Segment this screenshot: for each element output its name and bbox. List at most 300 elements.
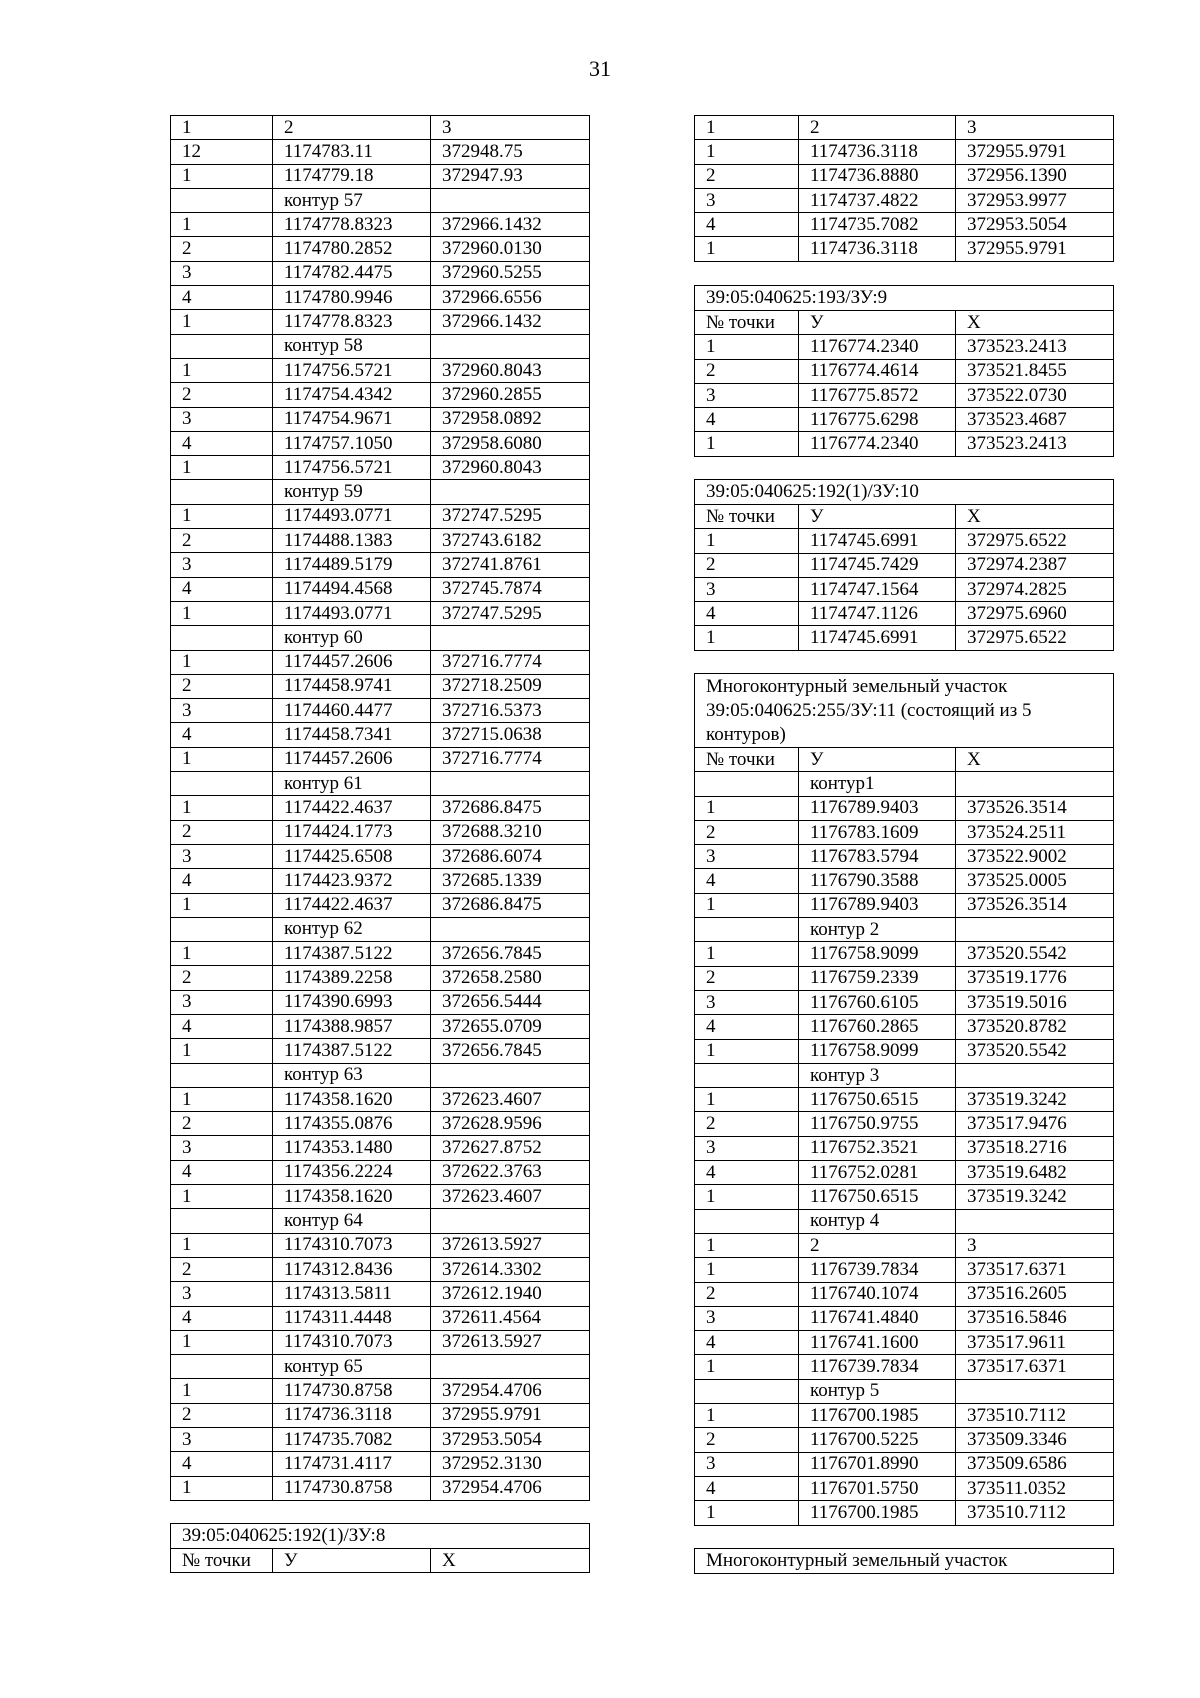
table-cell	[431, 188, 590, 212]
table-cell: 372953.5054	[431, 1428, 590, 1452]
table-cell: 372966.6556	[431, 286, 590, 310]
table-cell: 2	[171, 820, 273, 844]
table-cell: 372716.7774	[431, 747, 590, 771]
table-cell: 372954.4706	[431, 1476, 590, 1500]
table-row	[171, 1209, 590, 1233]
table-cell: контур1	[799, 772, 956, 796]
table-cell: 1	[695, 335, 799, 359]
table-row	[171, 456, 590, 480]
table-cell: 2	[171, 529, 273, 553]
table-cell: 372686.8475	[431, 796, 590, 820]
table-cell	[956, 1379, 1114, 1403]
table-row	[171, 1039, 590, 1063]
table-cell: 373516.2605	[956, 1282, 1114, 1306]
table-cell: 372716.5373	[431, 699, 590, 723]
table-cell: 1	[695, 1039, 799, 1063]
table-cell	[431, 1209, 590, 1233]
table-title: Многоконтурный земельный участок 39:05:040625:255/ЗУ:11 (состоящий из 5 контуров)	[695, 674, 1114, 748]
table-cell: 372623.4607	[431, 1185, 590, 1209]
table-cell	[431, 334, 590, 358]
table-row	[171, 1185, 590, 1209]
table-cell: 1174754.9671	[273, 407, 431, 431]
table-row	[171, 1136, 590, 1160]
table-cell: 1174358.1620	[273, 1087, 431, 1111]
table-cell: 1174756.5721	[273, 358, 431, 382]
table-row	[171, 650, 590, 674]
table-cell: 4	[171, 286, 273, 310]
table-row	[171, 237, 590, 261]
table-header-row	[695, 748, 1114, 772]
table-cell: 1	[695, 1501, 799, 1525]
table-cell: контур 4	[799, 1209, 956, 1233]
table-cell: 372686.8475	[431, 893, 590, 917]
table-cell: Х	[431, 1549, 590, 1573]
table-cell: 373523.2413	[956, 432, 1114, 456]
table-row	[695, 1185, 1114, 1209]
table-cell: 373519.3242	[956, 1088, 1114, 1112]
table-cell: 1176700.1985	[799, 1404, 956, 1428]
table-cell: 2	[171, 966, 273, 990]
table-cell	[431, 1355, 590, 1379]
table-cell: контур 5	[799, 1379, 956, 1403]
table-row	[171, 407, 590, 431]
table-cell: 1	[171, 796, 273, 820]
table-cell: контур 64	[273, 1209, 431, 1233]
table-cell	[695, 918, 799, 942]
table-row	[695, 1015, 1114, 1039]
table-row	[171, 1160, 590, 1184]
table-cell: 1	[171, 601, 273, 625]
table-cell: 373519.1776	[956, 966, 1114, 990]
table-cell	[431, 480, 590, 504]
table-cell: 373522.9002	[956, 845, 1114, 869]
table-cell: 2	[695, 359, 799, 383]
table-cell: 1176789.9403	[799, 893, 956, 917]
table-cell: 1	[171, 504, 273, 528]
table-cell: 1	[171, 650, 273, 674]
table-cell: 372966.1432	[431, 213, 590, 237]
table-cell: 373510.7112	[956, 1404, 1114, 1428]
table-cell: 1176701.8990	[799, 1452, 956, 1476]
table-cell: 372718.2509	[431, 674, 590, 698]
table-cell: 1	[171, 310, 273, 334]
table-cell: контур 59	[273, 480, 431, 504]
table-cell: 372955.9791	[956, 237, 1114, 261]
table-row	[171, 869, 590, 893]
table-cell: 1176774.2340	[799, 432, 956, 456]
table-cell: 1174312.8436	[273, 1257, 431, 1281]
table-cell: 4	[171, 723, 273, 747]
table-cell: 3	[956, 1233, 1114, 1257]
table-cell	[695, 1209, 799, 1233]
table-header-row	[695, 116, 1114, 140]
table-cell: 1174422.4637	[273, 796, 431, 820]
table-cell	[956, 918, 1114, 942]
table-cell: 373522.0730	[956, 383, 1114, 407]
table-row	[171, 674, 590, 698]
table-row	[171, 1087, 590, 1111]
table-header-row	[695, 311, 1114, 335]
table-row	[695, 164, 1114, 188]
table-cell: Х	[956, 505, 1114, 529]
table-cell: 1176775.6298	[799, 408, 956, 432]
table-cell: 372953.5054	[956, 213, 1114, 237]
table-cell: 373518.2716	[956, 1136, 1114, 1160]
table-row	[171, 1330, 590, 1354]
table-cell: 1	[171, 1185, 273, 1209]
table-cell	[171, 917, 273, 941]
table-cell	[171, 1355, 273, 1379]
table-row	[695, 335, 1114, 359]
table-cell: 372685.1339	[431, 869, 590, 893]
table-cell: 4	[171, 1160, 273, 1184]
table-cell: 2	[695, 1428, 799, 1452]
table-row	[171, 893, 590, 917]
table-cell: контур 3	[799, 1063, 956, 1087]
table-cell: 372628.9596	[431, 1112, 590, 1136]
table-cell: 1174425.6508	[273, 844, 431, 868]
table-cell: 372622.3763	[431, 1160, 590, 1184]
table-row	[171, 431, 590, 455]
table-cell: 1	[171, 358, 273, 382]
table-cell: 1	[695, 529, 799, 553]
table-cell: 1176790.3588	[799, 869, 956, 893]
table-cell: 4	[171, 1014, 273, 1038]
table-cell: 1174780.9946	[273, 286, 431, 310]
table-cell: 4	[695, 869, 799, 893]
table-cell: 3	[695, 577, 799, 601]
table-row	[695, 1331, 1114, 1355]
table-cell: У	[799, 748, 956, 772]
table-cell: 3	[171, 1428, 273, 1452]
coordinates-table-zu8	[170, 1523, 590, 1573]
table-row	[171, 553, 590, 577]
table-cell: 2	[799, 1233, 956, 1257]
table-cell: 372747.5295	[431, 601, 590, 625]
table-cell: 4	[171, 1452, 273, 1476]
table-cell: 1	[171, 1233, 273, 1257]
table-cell: 372686.6074	[431, 844, 590, 868]
table-cell	[695, 772, 799, 796]
table-cell: 373526.3514	[956, 893, 1114, 917]
table-row	[171, 820, 590, 844]
table-row	[695, 772, 1114, 796]
table-row	[695, 1404, 1114, 1428]
table-row	[695, 1088, 1114, 1112]
table-cell: 3	[695, 845, 799, 869]
table-cell: 2	[171, 383, 273, 407]
table-cell: 1	[695, 1185, 799, 1209]
table-cell: 1	[171, 893, 273, 917]
table-cell: 3	[431, 116, 590, 140]
table-cell: 1	[695, 893, 799, 917]
table-title-row	[695, 674, 1114, 748]
table-cell: 3	[171, 407, 273, 431]
table-cell: 1174310.7073	[273, 1330, 431, 1354]
table-cell: 1176783.5794	[799, 845, 956, 869]
table-cell: 1174779.18	[273, 164, 431, 188]
table-cell: 372958.0892	[431, 407, 590, 431]
table-row	[171, 334, 590, 358]
table-cell: 1176750.6515	[799, 1185, 956, 1209]
table-cell: 372658.2580	[431, 966, 590, 990]
table-cell: 1174387.5122	[273, 942, 431, 966]
table-cell: 1174457.2606	[273, 650, 431, 674]
table-cell: 372623.4607	[431, 1087, 590, 1111]
table-row	[171, 504, 590, 528]
table-row	[695, 383, 1114, 407]
table-row	[171, 626, 590, 650]
table-header-row	[695, 505, 1114, 529]
table-row	[171, 601, 590, 625]
table-cell: 1176741.1600	[799, 1331, 956, 1355]
table-cell	[695, 1063, 799, 1087]
table-cell: 1174353.1480	[273, 1136, 431, 1160]
table-cell: 1174747.1126	[799, 602, 956, 626]
table-cell: 1176752.3521	[799, 1136, 956, 1160]
table-row	[695, 869, 1114, 893]
table-cell: 372948.75	[431, 140, 590, 164]
table-cell: 1174782.4475	[273, 261, 431, 285]
table-cell: 373519.3242	[956, 1185, 1114, 1209]
table-cell: 1174422.4637	[273, 893, 431, 917]
table-cell: 1176774.2340	[799, 335, 956, 359]
table-cell: 372614.3302	[431, 1257, 590, 1281]
table-cell: 1174493.0771	[273, 601, 431, 625]
table-cell: контур 58	[273, 334, 431, 358]
table-row	[171, 480, 590, 504]
table-row	[171, 529, 590, 553]
table-row	[171, 261, 590, 285]
table-row	[695, 432, 1114, 456]
table-row	[171, 1257, 590, 1281]
table-cell: 372613.5927	[431, 1330, 590, 1354]
table-row	[695, 188, 1114, 212]
table-cell: 1	[695, 626, 799, 650]
table-cell: 1174736.8880	[799, 164, 956, 188]
table-cell: 1176760.6105	[799, 990, 956, 1014]
table-row	[171, 1476, 590, 1500]
table-cell: 373511.0352	[956, 1476, 1114, 1500]
table-cell	[171, 1209, 273, 1233]
table-cell: 1	[171, 456, 273, 480]
table-cell: 1174458.9741	[273, 674, 431, 698]
table-cell: 1	[171, 1087, 273, 1111]
table-row	[695, 1282, 1114, 1306]
table-cell: 1176750.6515	[799, 1088, 956, 1112]
table-cell: 1176700.5225	[799, 1428, 956, 1452]
table-cell: 1174457.2606	[273, 747, 431, 771]
table-cell: 2	[171, 237, 273, 261]
table-cell: 2	[171, 1257, 273, 1281]
table-row	[171, 164, 590, 188]
table-cell: 1174424.1773	[273, 820, 431, 844]
table-cell: 373525.0005	[956, 869, 1114, 893]
table-cell: 1176758.9099	[799, 1039, 956, 1063]
table-cell: 373526.3514	[956, 796, 1114, 820]
table-row	[695, 408, 1114, 432]
table-cell: 373519.6482	[956, 1161, 1114, 1185]
table-cell: 1	[171, 1476, 273, 1500]
table-cell: 372974.2387	[956, 553, 1114, 577]
table-cell: 2	[695, 553, 799, 577]
table-cell: 4	[695, 1476, 799, 1500]
table-cell: 372688.3210	[431, 820, 590, 844]
table-cell: 1174730.8758	[273, 1476, 431, 1500]
table-cell: 1174313.5811	[273, 1282, 431, 1306]
table-cell: 1	[695, 237, 799, 261]
table-cell: 4	[171, 577, 273, 601]
table-cell: 1174780.2852	[273, 237, 431, 261]
table-cell: 4	[171, 431, 273, 455]
table-cell: 1176739.7834	[799, 1258, 956, 1282]
coordinates-table-zu10	[694, 479, 1114, 651]
table-row	[695, 1039, 1114, 1063]
table-cell: 372627.8752	[431, 1136, 590, 1160]
coordinates-table-next	[694, 1548, 1114, 1574]
table-cell: 372741.8761	[431, 553, 590, 577]
table-cell: контур 57	[273, 188, 431, 212]
table-cell: 2	[171, 1112, 273, 1136]
table-cell	[431, 626, 590, 650]
table-row	[695, 140, 1114, 164]
table-row	[171, 796, 590, 820]
table-cell	[171, 480, 273, 504]
table-row	[171, 1014, 590, 1038]
table-cell: 372956.1390	[956, 164, 1114, 188]
table-cell: 1	[695, 796, 799, 820]
table-cell: 1174731.4117	[273, 1452, 431, 1476]
table-row	[695, 1379, 1114, 1403]
table-cell: 1174488.1383	[273, 529, 431, 553]
table-cell: 3	[171, 1282, 273, 1306]
table-cell: 372745.7874	[431, 577, 590, 601]
table-row	[171, 747, 590, 771]
table-cell: 4	[695, 1161, 799, 1185]
table-row	[171, 286, 590, 310]
table-cell: 1176750.9755	[799, 1112, 956, 1136]
table-cell: 3	[171, 553, 273, 577]
table-cell: контур 63	[273, 1063, 431, 1087]
table-row	[171, 1063, 590, 1087]
coordinates-table-zu9	[694, 285, 1114, 457]
table-cell: 1176752.0281	[799, 1161, 956, 1185]
table-row	[171, 966, 590, 990]
table-cell: 1176774.4614	[799, 359, 956, 383]
table-row	[695, 1112, 1114, 1136]
table-row	[695, 1306, 1114, 1330]
table-row	[171, 358, 590, 382]
table-row	[171, 577, 590, 601]
coordinates-table-zu11	[694, 673, 1114, 1526]
table-cell: 372716.7774	[431, 650, 590, 674]
table-cell: 1174494.4568	[273, 577, 431, 601]
table-cell: 1	[695, 432, 799, 456]
table-cell: 372960.2855	[431, 383, 590, 407]
table-cell: 372656.7845	[431, 1039, 590, 1063]
table-row	[695, 553, 1114, 577]
table-cell: 373523.2413	[956, 335, 1114, 359]
table-cell: 373520.5542	[956, 942, 1114, 966]
table-cell: 1174355.0876	[273, 1112, 431, 1136]
table-cell: 2	[273, 116, 431, 140]
table-cell: 4	[171, 1306, 273, 1330]
table-cell: 4	[695, 408, 799, 432]
table-title-row	[695, 480, 1114, 505]
table-cell: 373517.9611	[956, 1331, 1114, 1355]
coordinates-table-left	[170, 115, 590, 1501]
table-row	[171, 383, 590, 407]
table-cell: 1174735.7082	[273, 1428, 431, 1452]
table-row	[695, 529, 1114, 553]
table-cell: 1174736.3118	[799, 237, 956, 261]
table-cell: 12	[171, 140, 273, 164]
table-cell: 1174736.3118	[273, 1403, 431, 1427]
table-cell: 1174390.6993	[273, 990, 431, 1014]
table-cell: 372612.1940	[431, 1282, 590, 1306]
table-row	[695, 1428, 1114, 1452]
table-cell: 372960.5255	[431, 261, 590, 285]
table-cell: 373510.7112	[956, 1501, 1114, 1525]
table-title-row	[695, 286, 1114, 311]
table-cell: 1176789.9403	[799, 796, 956, 820]
table-row	[171, 1452, 590, 1476]
table-title: 39:05:040625:192(1)/ЗУ:8	[171, 1524, 590, 1549]
table-cell: 372655.0709	[431, 1014, 590, 1038]
table-cell: 4	[695, 1331, 799, 1355]
table-title: 39:05:040625:192(1)/ЗУ:10	[695, 480, 1114, 505]
table-title: Многоконтурный земельный участок	[695, 1549, 1114, 1574]
table-cell: 1174736.3118	[799, 140, 956, 164]
table-cell: 373517.9476	[956, 1112, 1114, 1136]
table-cell: 3	[695, 383, 799, 407]
table-cell: 4	[695, 1015, 799, 1039]
table-cell: 373509.3346	[956, 1428, 1114, 1452]
table-row	[171, 772, 590, 796]
table-cell: 2	[695, 1282, 799, 1306]
table-title-row	[171, 1524, 590, 1549]
table-row	[695, 626, 1114, 650]
table-row	[171, 1306, 590, 1330]
table-cell: 372958.6080	[431, 431, 590, 455]
table-title: 39:05:040625:193/ЗУ:9	[695, 286, 1114, 311]
table-cell: 1174745.6991	[799, 626, 956, 650]
table-cell: У	[799, 311, 956, 335]
table-cell: 1174757.1050	[273, 431, 431, 455]
table-cell: 1	[171, 747, 273, 771]
table-cell: контур 60	[273, 626, 431, 650]
table-row	[171, 723, 590, 747]
table-title-row	[695, 1549, 1114, 1574]
table-row	[171, 213, 590, 237]
table-row	[695, 796, 1114, 820]
table-cell: 373516.5846	[956, 1306, 1114, 1330]
table-cell: 1	[171, 213, 273, 237]
table-row	[695, 602, 1114, 626]
table-cell: 1	[695, 140, 799, 164]
table-cell: 372960.8043	[431, 358, 590, 382]
table-cell: 4	[695, 602, 799, 626]
table-cell: У	[799, 505, 956, 529]
table-cell	[431, 772, 590, 796]
table-cell: 1174423.9372	[273, 869, 431, 893]
table-row	[695, 1258, 1114, 1282]
table-cell: 3	[171, 990, 273, 1014]
table-cell: 1174389.2258	[273, 966, 431, 990]
table-row	[171, 942, 590, 966]
table-cell: 1	[171, 116, 273, 140]
table-cell: 372613.5927	[431, 1233, 590, 1257]
